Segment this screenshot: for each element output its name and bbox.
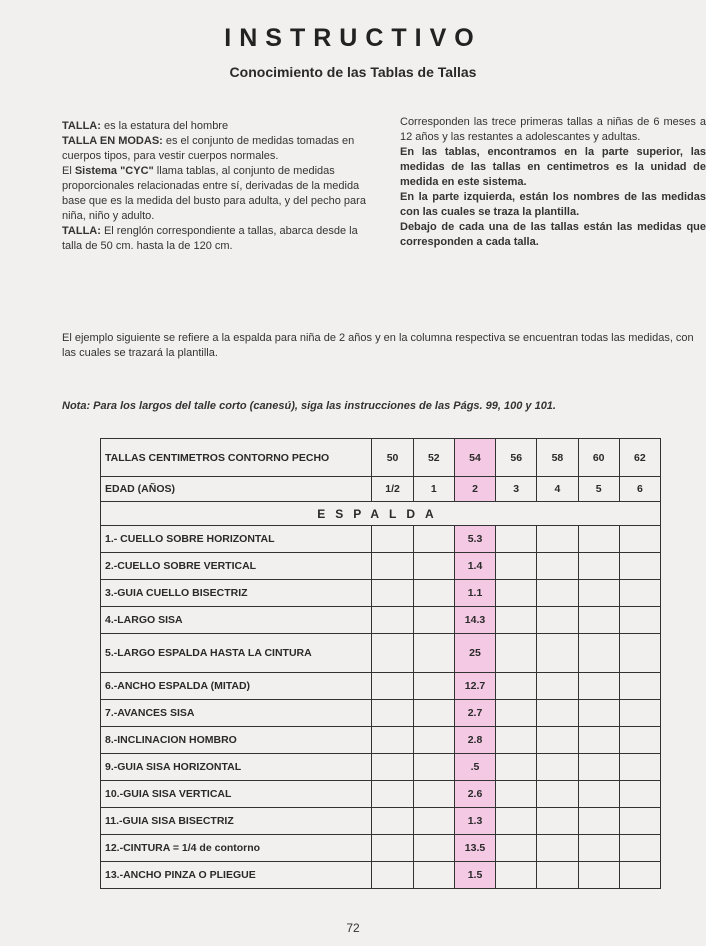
size-cell: 62 — [619, 439, 660, 477]
age-cell: 4 — [537, 477, 578, 502]
empty-cell — [413, 634, 454, 673]
page-subtitle: Conocimiento de las Tablas de Tallas — [229, 64, 477, 80]
measurement-label: 7.-AVANCES SISA — [101, 700, 372, 727]
age-row — [101, 477, 661, 502]
measurement-label: 11.-GUIA SISA BISECTRIZ — [101, 808, 372, 835]
measurement-value: 13.5 — [454, 835, 495, 862]
size-cell: 50 — [372, 439, 413, 477]
measurement-label: 9.-GUIA SISA HORIZONTAL — [101, 754, 372, 781]
empty-cell — [372, 862, 413, 889]
empty-cell — [537, 727, 578, 754]
measurement-value: 25 — [454, 634, 495, 673]
empty-cell — [578, 808, 619, 835]
example-paragraph: El ejemplo siguiente se refiere a la espalda para niña de 2 años y en la columna respectiva se encuentran todas las medidas, con las cuales se trazará la plantilla. — [62, 332, 694, 359]
empty-cell — [619, 607, 660, 634]
age-cell: 3 — [496, 477, 537, 502]
definition-text: es la estatura del hombre — [100, 120, 229, 132]
empty-cell — [496, 580, 537, 607]
empty-cell — [413, 808, 454, 835]
measurement-row — [101, 781, 661, 808]
empty-cell — [578, 526, 619, 553]
empty-cell — [619, 808, 660, 835]
empty-cell — [496, 673, 537, 700]
empty-cell — [619, 673, 660, 700]
empty-cell — [372, 808, 413, 835]
section-row — [101, 502, 661, 526]
empty-cell — [413, 835, 454, 862]
empty-cell — [413, 607, 454, 634]
measurement-label: 4.-LARGO SISA — [101, 607, 372, 634]
measurement-label: 2.-CUELLO SOBRE VERTICAL — [101, 553, 372, 580]
measurement-row — [101, 634, 661, 673]
size-cell: 54 — [454, 439, 495, 477]
note-line: Nota: Para los largos del talle corto (canesú), siga las instrucciones de las Págs. 99, 100 y 101. — [62, 400, 556, 412]
measurement-row — [101, 700, 661, 727]
definition-text: El renglón correspondiente a tallas, abarca desde la talla de 50 cm. hasta la de 120 cm. — [62, 225, 358, 252]
age-cell: 5 — [578, 477, 619, 502]
empty-cell — [413, 727, 454, 754]
age-cell: 1/2 — [372, 477, 413, 502]
measurement-value: 14.3 — [454, 607, 495, 634]
empty-cell — [372, 526, 413, 553]
empty-cell — [619, 781, 660, 808]
definition-text: es el conjunto de medidas tomadas en cuerpos tipos, para vestir cuerpos normales. — [62, 135, 355, 162]
page-title: INSTRUCTIVO — [224, 24, 482, 52]
empty-cell — [578, 634, 619, 673]
page-number: 72 — [346, 921, 360, 935]
definition-sistema-cyc — [62, 164, 368, 224]
measurement-value: 5.3 — [454, 526, 495, 553]
empty-cell — [619, 835, 660, 862]
paragraph-tallas: Corresponden las trece primeras tallas a niñas de 6 meses a 12 años y las restantes a adolescantes y adultas. — [400, 116, 706, 143]
empty-cell — [578, 607, 619, 634]
section-title: ESPALDA — [101, 502, 661, 526]
measurement-value: 1.4 — [454, 553, 495, 580]
empty-cell — [537, 673, 578, 700]
empty-cell — [496, 607, 537, 634]
empty-cell — [537, 808, 578, 835]
measurement-label: 6.-ANCHO ESPALDA (MITAD) — [101, 673, 372, 700]
empty-cell — [372, 781, 413, 808]
empty-cell — [496, 727, 537, 754]
empty-cell — [413, 553, 454, 580]
empty-cell — [496, 862, 537, 889]
empty-cell — [619, 727, 660, 754]
empty-cell — [372, 607, 413, 634]
measurement-label: 10.-GUIA SISA VERTICAL — [101, 781, 372, 808]
measurement-row — [101, 835, 661, 862]
age-cell: 2 — [454, 477, 495, 502]
empty-cell — [619, 700, 660, 727]
empty-cell — [619, 526, 660, 553]
measurement-value: 2.6 — [454, 781, 495, 808]
size-cell: 58 — [537, 439, 578, 477]
age-cell: 1 — [413, 477, 454, 502]
empty-cell — [537, 553, 578, 580]
measurement-row — [101, 526, 661, 553]
measurement-row — [101, 673, 661, 700]
empty-cell — [578, 835, 619, 862]
empty-cell — [537, 634, 578, 673]
empty-cell — [578, 553, 619, 580]
age-cell: 6 — [619, 477, 660, 502]
definition-prefix: El — [62, 165, 75, 177]
empty-cell — [413, 580, 454, 607]
size-cell: 60 — [578, 439, 619, 477]
empty-cell — [578, 727, 619, 754]
empty-cell — [372, 835, 413, 862]
empty-cell — [496, 526, 537, 553]
empty-cell — [537, 607, 578, 634]
definition-talla-renglon — [62, 224, 368, 254]
empty-cell — [537, 862, 578, 889]
empty-cell — [537, 781, 578, 808]
empty-cell — [537, 835, 578, 862]
empty-cell — [372, 553, 413, 580]
empty-cell — [413, 862, 454, 889]
empty-cell — [413, 673, 454, 700]
empty-cell — [619, 862, 660, 889]
definition-text: llama tablas, al conjunto de medidas proporcionales relacionadas entre sí, derivadas de la medida base que es la medida del busto para adulta, y del pecho para niña, niño y adulto. — [62, 165, 366, 222]
measurement-value: 1.5 — [454, 862, 495, 889]
paragraph-parte-superior: En las tablas, encontramos en la parte superior, las medidas de las tallas en centimetros es la unidad de medida en este sistema. — [400, 146, 706, 188]
measurement-row — [101, 553, 661, 580]
empty-cell — [413, 754, 454, 781]
measurement-row — [101, 862, 661, 889]
empty-cell — [619, 634, 660, 673]
right-column — [400, 115, 706, 250]
measurement-label: 3.-GUIA CUELLO BISECTRIZ — [101, 580, 372, 607]
empty-cell — [413, 526, 454, 553]
term: TALLA: — [62, 225, 101, 237]
empty-cell — [372, 727, 413, 754]
empty-cell — [578, 700, 619, 727]
empty-cell — [413, 781, 454, 808]
term: TALLA: — [62, 120, 101, 132]
empty-cell — [619, 754, 660, 781]
measurement-row — [101, 808, 661, 835]
measurement-label: 12.-CINTURA = 1/4 de contorno — [101, 835, 372, 862]
definition-talla — [62, 119, 368, 134]
empty-cell — [537, 754, 578, 781]
paragraph-debajo: Debajo de cada una de las tallas están las medidas que corresponden a cada talla. — [400, 221, 706, 248]
measurement-row — [101, 607, 661, 634]
measurement-label: 5.-LARGO ESPALDA HASTA LA CINTURA — [101, 634, 372, 673]
empty-cell — [537, 700, 578, 727]
empty-cell — [578, 754, 619, 781]
measurement-row — [101, 727, 661, 754]
empty-cell — [372, 754, 413, 781]
size-cell: 52 — [413, 439, 454, 477]
empty-cell — [537, 526, 578, 553]
empty-cell — [496, 835, 537, 862]
empty-cell — [578, 580, 619, 607]
empty-cell — [496, 781, 537, 808]
empty-cell — [496, 700, 537, 727]
measurement-label: 8.-INCLINACION HOMBRO — [101, 727, 372, 754]
term: Sistema "CYC" — [74, 165, 154, 177]
measurement-row — [101, 754, 661, 781]
empty-cell — [372, 700, 413, 727]
age-label: EDAD (AÑOS) — [101, 477, 372, 502]
term: TALLA EN MODAS: — [62, 135, 163, 147]
empty-cell — [619, 553, 660, 580]
measurement-label: 1.- CUELLO SOBRE HORIZONTAL — [101, 526, 372, 553]
empty-cell — [578, 862, 619, 889]
empty-cell — [372, 673, 413, 700]
size-cell: 56 — [496, 439, 537, 477]
empty-cell — [496, 634, 537, 673]
measurement-value: 2.8 — [454, 727, 495, 754]
empty-cell — [619, 580, 660, 607]
table-header-row — [101, 439, 661, 477]
empty-cell — [496, 808, 537, 835]
measurement-value: 12.7 — [454, 673, 495, 700]
measurement-value: 1.3 — [454, 808, 495, 835]
measurement-value: 2.7 — [454, 700, 495, 727]
measurement-value: .5 — [454, 754, 495, 781]
size-header-label: TALLAS CENTIMETROS CONTORNO PECHO — [101, 439, 372, 477]
measurement-row — [101, 580, 661, 607]
empty-cell — [496, 553, 537, 580]
measurement-value: 1.1 — [454, 580, 495, 607]
empty-cell — [578, 781, 619, 808]
empty-cell — [372, 634, 413, 673]
definition-talla-en-modas — [62, 134, 368, 164]
empty-cell — [578, 673, 619, 700]
measurement-label: 13.-ANCHO PINZA O PLIEGUE — [101, 862, 372, 889]
size-table — [100, 438, 661, 889]
empty-cell — [496, 754, 537, 781]
empty-cell — [372, 580, 413, 607]
left-column — [62, 119, 368, 254]
paragraph-parte-izquierda: En la parte izquierda, están los nombres de las medidas con las cuales se traza la plantilla. — [400, 191, 706, 218]
empty-cell — [537, 580, 578, 607]
empty-cell — [413, 700, 454, 727]
